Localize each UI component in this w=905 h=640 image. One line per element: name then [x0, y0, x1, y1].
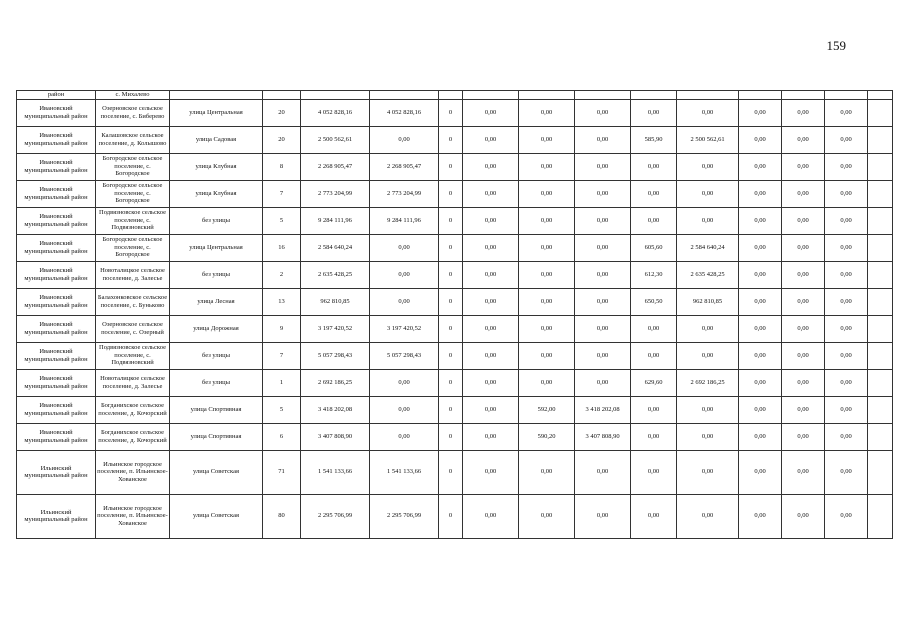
table-row	[17, 396, 893, 423]
cell-count-col-7: 0	[439, 261, 463, 288]
cell-area-col-9: 0,00	[519, 450, 575, 494]
cell-value-col-15: 0,00	[825, 423, 868, 450]
cell-count-col-7: 0	[439, 288, 463, 315]
cell-count-col-7: 0	[439, 450, 463, 494]
cell-value-col-15: 0,00	[825, 369, 868, 396]
cell-cost-col-10: 0,00	[575, 261, 631, 288]
table-row	[17, 423, 893, 450]
cell-house-number: 71	[263, 450, 301, 494]
table-row	[17, 234, 893, 261]
cell-street: без улицы	[170, 261, 263, 288]
cell-value-col-8: 0,00	[463, 261, 519, 288]
cell-district: Ивановский муниципальный район	[17, 288, 96, 315]
cell-settlement: Ильинское городское поселение, п. Ильинское-Хованское	[96, 450, 170, 494]
cell-house-number: 6	[263, 423, 301, 450]
cell-cost-col-6: 0,00	[370, 369, 439, 396]
cell-empty-col-16	[868, 342, 893, 369]
cell-district: Ильинский муниципальный район	[17, 494, 96, 538]
cell-street: без улицы	[170, 369, 263, 396]
cell-cost-col-12: 962 810,85	[677, 288, 739, 315]
cell-settlement: Балахонковское сельское поселение, с. Буньково	[96, 288, 170, 315]
cell-value-col-15: 0,00	[825, 180, 868, 207]
cell-value-col-14: 0,00	[782, 234, 825, 261]
cell-district: Ивановский муниципальный район	[17, 423, 96, 450]
cell-value-col-14: 0,00	[782, 288, 825, 315]
cell-cost-col-6: 0,00	[370, 423, 439, 450]
cell-value-col-15: 0,00	[825, 126, 868, 153]
cell-cost-col-12	[677, 91, 739, 100]
cell-value-col-15: 0,00	[825, 450, 868, 494]
cell-cost-col-12: 2 584 640,24	[677, 234, 739, 261]
cell-cost-col-6: 9 284 111,96	[370, 207, 439, 234]
cell-cost-col-6: 0,00	[370, 261, 439, 288]
cell-total-cost: 2 500 562,61	[301, 126, 370, 153]
cell-empty-col-16	[868, 396, 893, 423]
table-row	[17, 153, 893, 180]
cell-value-col-15: 0,00	[825, 234, 868, 261]
table-row	[17, 494, 893, 538]
cell-area-col-11: 585,90	[631, 126, 677, 153]
cell-settlement: Богородское сельское поселение, с. Богородское	[96, 180, 170, 207]
cell-value-col-13: 0,00	[739, 423, 782, 450]
cell-area-col-9	[519, 91, 575, 100]
cell-value-col-14: 0,00	[782, 99, 825, 126]
cell-total-cost: 4 052 828,16	[301, 99, 370, 126]
cell-value-col-14: 0,00	[782, 126, 825, 153]
cell-area-col-9: 0,00	[519, 369, 575, 396]
cell-cost-col-10: 3 407 808,90	[575, 423, 631, 450]
cell-area-col-11: 612,30	[631, 261, 677, 288]
cell-area-col-11: 0,00	[631, 450, 677, 494]
cell-empty-col-16	[868, 180, 893, 207]
cell-count-col-7: 0	[439, 369, 463, 396]
cell-count-col-7: 0	[439, 153, 463, 180]
cell-cost-col-10: 0,00	[575, 369, 631, 396]
cell-street: улица Спортивная	[170, 423, 263, 450]
cell-value-col-15: 0,00	[825, 494, 868, 538]
cell-cost-col-12: 0,00	[677, 342, 739, 369]
cell-value-col-13: 0,00	[739, 342, 782, 369]
cell-value-col-14	[782, 91, 825, 100]
cell-count-col-7: 0	[439, 396, 463, 423]
cell-area-col-9: 0,00	[519, 126, 575, 153]
cell-district: Ивановский муниципальный район	[17, 207, 96, 234]
cell-house-number: 2	[263, 261, 301, 288]
cell-value-col-15: 0,00	[825, 396, 868, 423]
cell-house-number: 5	[263, 207, 301, 234]
cell-cost-col-6: 0,00	[370, 126, 439, 153]
cell-cost-col-6: 0,00	[370, 288, 439, 315]
cell-area-col-11: 0,00	[631, 99, 677, 126]
table-row	[17, 207, 893, 234]
cell-cost-col-10: 0,00	[575, 288, 631, 315]
cell-cost-col-10: 0,00	[575, 126, 631, 153]
cell-cost-col-10: 0,00	[575, 342, 631, 369]
cell-cost-col-6: 0,00	[370, 396, 439, 423]
cell-value-col-8: 0,00	[463, 494, 519, 538]
cell-street: улица Клубная	[170, 180, 263, 207]
cell-value-col-13: 0,00	[739, 315, 782, 342]
cell-value-col-13: 0,00	[739, 261, 782, 288]
table-row	[17, 450, 893, 494]
cell-district: Ивановский муниципальный район	[17, 369, 96, 396]
cell-value-col-8: 0,00	[463, 153, 519, 180]
cell-total-cost: 3 407 808,90	[301, 423, 370, 450]
cell-area-col-9: 0,00	[519, 494, 575, 538]
cell-house-number: 5	[263, 396, 301, 423]
cell-value-col-13: 0,00	[739, 153, 782, 180]
cell-street: улица Клубная	[170, 153, 263, 180]
cell-cost-col-6: 4 052 828,16	[370, 99, 439, 126]
cell-cost-col-10: 0,00	[575, 315, 631, 342]
cell-area-col-9: 0,00	[519, 207, 575, 234]
cell-value-col-8: 0,00	[463, 234, 519, 261]
table-row	[17, 342, 893, 369]
cell-area-col-11	[631, 91, 677, 100]
cell-area-col-11: 0,00	[631, 342, 677, 369]
cell-total-cost: 3 197 420,52	[301, 315, 370, 342]
cell-area-col-9: 0,00	[519, 342, 575, 369]
cell-value-col-13: 0,00	[739, 180, 782, 207]
cell-value-col-14: 0,00	[782, 369, 825, 396]
cell-empty-col-16	[868, 423, 893, 450]
table-row	[17, 99, 893, 126]
cell-area-col-11: 0,00	[631, 396, 677, 423]
cell-total-cost: 2 635 428,25	[301, 261, 370, 288]
cell-value-col-14: 0,00	[782, 396, 825, 423]
cell-cost-col-12: 0,00	[677, 396, 739, 423]
cell-empty-col-16	[868, 450, 893, 494]
cell-area-col-11: 605,60	[631, 234, 677, 261]
cell-district: Ивановский муниципальный район	[17, 153, 96, 180]
table-row	[17, 91, 893, 100]
cell-value-col-13: 0,00	[739, 288, 782, 315]
cell-house-number: 7	[263, 180, 301, 207]
cell-settlement: Озерновское сельское поселение, с. Озерный	[96, 315, 170, 342]
cell-house-number: 8	[263, 153, 301, 180]
cell-cost-col-6: 2 773 204,99	[370, 180, 439, 207]
cell-value-col-15: 0,00	[825, 342, 868, 369]
cell-area-col-11: 0,00	[631, 423, 677, 450]
cell-street: улица Спортивная	[170, 396, 263, 423]
cell-house-number: 16	[263, 234, 301, 261]
cell-settlement: Подвязновское сельское поселение, с. Подвязновский	[96, 342, 170, 369]
cell-cost-col-12: 0,00	[677, 494, 739, 538]
cell-cost-col-6: 2 268 905,47	[370, 153, 439, 180]
cell-cost-col-12: 0,00	[677, 207, 739, 234]
cell-empty-col-16	[868, 288, 893, 315]
cell-cost-col-12: 0,00	[677, 450, 739, 494]
cell-total-cost: 5 057 298,43	[301, 342, 370, 369]
cell-cost-col-12: 0,00	[677, 180, 739, 207]
table-row	[17, 288, 893, 315]
data-table	[16, 90, 893, 539]
cell-street: без улицы	[170, 342, 263, 369]
cell-district: район	[17, 91, 96, 100]
cell-street: улица Дорожная	[170, 315, 263, 342]
cell-value-col-15: 0,00	[825, 99, 868, 126]
cell-count-col-7	[439, 91, 463, 100]
cell-value-col-13: 0,00	[739, 369, 782, 396]
cell-cost-col-12: 0,00	[677, 153, 739, 180]
cell-settlement: Озерновское сельское поселение, с. Биберево	[96, 99, 170, 126]
cell-cost-col-6: 2 295 706,99	[370, 494, 439, 538]
page-number: 159	[826, 38, 846, 53]
cell-area-col-11: 0,00	[631, 494, 677, 538]
cell-cost-col-12: 0,00	[677, 99, 739, 126]
cell-area-col-9: 0,00	[519, 315, 575, 342]
cell-value-col-14: 0,00	[782, 261, 825, 288]
cell-total-cost: 2 692 186,25	[301, 369, 370, 396]
cell-value-col-8: 0,00	[463, 315, 519, 342]
cell-cost-col-10: 0,00	[575, 450, 631, 494]
cell-district: Ивановский муниципальный район	[17, 126, 96, 153]
cell-settlement: Ильинское городское поселение, п. Ильинское-Хованское	[96, 494, 170, 538]
cell-value-col-14: 0,00	[782, 450, 825, 494]
cell-district: Ивановский муниципальный район	[17, 396, 96, 423]
cell-house-number: 20	[263, 99, 301, 126]
cell-empty-col-16	[868, 99, 893, 126]
cell-house-number: 80	[263, 494, 301, 538]
cell-cost-col-10: 0,00	[575, 99, 631, 126]
cell-house-number: 7	[263, 342, 301, 369]
cell-value-col-13: 0,00	[739, 234, 782, 261]
cell-value-col-14: 0,00	[782, 342, 825, 369]
cell-street: улица Лесная	[170, 288, 263, 315]
cell-area-col-9: 0,00	[519, 180, 575, 207]
cell-settlement: с. Михалево	[96, 91, 170, 100]
cell-settlement: Богородское сельское поселение, с. Богородское	[96, 234, 170, 261]
cell-cost-col-10: 0,00	[575, 234, 631, 261]
cell-value-col-8: 0,00	[463, 288, 519, 315]
cell-count-col-7: 0	[439, 99, 463, 126]
cell-value-col-13: 0,00	[739, 450, 782, 494]
cell-total-cost: 2 295 706,99	[301, 494, 370, 538]
cell-value-col-8: 0,00	[463, 396, 519, 423]
cell-area-col-9: 590,20	[519, 423, 575, 450]
cell-district: Ивановский муниципальный район	[17, 180, 96, 207]
cell-cost-col-10	[575, 91, 631, 100]
cell-total-cost: 3 418 202,08	[301, 396, 370, 423]
cell-value-col-15: 0,00	[825, 261, 868, 288]
cell-value-col-8: 0,00	[463, 99, 519, 126]
cell-street: без улицы	[170, 207, 263, 234]
cell-empty-col-16	[868, 91, 893, 100]
cell-settlement: Богородское сельское поселение, с. Богородское	[96, 153, 170, 180]
cell-cost-col-10: 0,00	[575, 180, 631, 207]
cell-settlement: Богданихское сельское поселение, д. Кочорский	[96, 396, 170, 423]
cell-cost-col-6: 1 541 133,66	[370, 450, 439, 494]
cell-value-col-8: 0,00	[463, 423, 519, 450]
cell-count-col-7: 0	[439, 315, 463, 342]
cell-cost-col-12: 2 692 186,25	[677, 369, 739, 396]
cell-cost-col-12: 0,00	[677, 315, 739, 342]
cell-total-cost: 2 773 204,99	[301, 180, 370, 207]
cell-value-col-14: 0,00	[782, 207, 825, 234]
cell-empty-col-16	[868, 261, 893, 288]
cell-total-cost: 962 810,85	[301, 288, 370, 315]
cell-house-number	[263, 91, 301, 100]
cell-area-col-9: 0,00	[519, 234, 575, 261]
cell-empty-col-16	[868, 315, 893, 342]
cell-cost-col-10: 0,00	[575, 207, 631, 234]
cell-street: улица Советская	[170, 450, 263, 494]
cell-value-col-15: 0,00	[825, 207, 868, 234]
table-row	[17, 261, 893, 288]
cell-area-col-11: 0,00	[631, 180, 677, 207]
cell-area-col-9: 0,00	[519, 261, 575, 288]
cell-cost-col-6: 0,00	[370, 234, 439, 261]
cell-street: улица Центральная	[170, 99, 263, 126]
cell-area-col-11: 0,00	[631, 315, 677, 342]
cell-cost-col-6	[370, 91, 439, 100]
cell-cost-col-6: 5 057 298,43	[370, 342, 439, 369]
cell-value-col-13: 0,00	[739, 396, 782, 423]
cell-cost-col-12: 0,00	[677, 423, 739, 450]
cell-value-col-8: 0,00	[463, 342, 519, 369]
cell-count-col-7: 0	[439, 494, 463, 538]
cell-house-number: 13	[263, 288, 301, 315]
cell-value-col-14: 0,00	[782, 494, 825, 538]
cell-value-col-15: 0,00	[825, 315, 868, 342]
cell-value-col-8: 0,00	[463, 207, 519, 234]
cell-value-col-15: 0,00	[825, 288, 868, 315]
cell-count-col-7: 0	[439, 126, 463, 153]
cell-settlement: Калашовское сельское поселение, д. Колышово	[96, 126, 170, 153]
cell-settlement: Богданихское сельское поселение, д. Кочорский	[96, 423, 170, 450]
cell-settlement: Новоталицкое сельское поселение, д. Залесье	[96, 261, 170, 288]
cell-empty-col-16	[868, 234, 893, 261]
cell-total-cost: 1 541 133,66	[301, 450, 370, 494]
cell-district: Ивановский муниципальный район	[17, 315, 96, 342]
cell-cost-col-10: 0,00	[575, 494, 631, 538]
cell-count-col-7: 0	[439, 342, 463, 369]
cell-area-col-9: 592,00	[519, 396, 575, 423]
cell-area-col-11: 629,60	[631, 369, 677, 396]
cell-value-col-15	[825, 91, 868, 100]
cell-value-col-14: 0,00	[782, 153, 825, 180]
cell-area-col-9: 0,00	[519, 288, 575, 315]
cell-empty-col-16	[868, 494, 893, 538]
cell-house-number: 9	[263, 315, 301, 342]
cell-total-cost: 2 268 905,47	[301, 153, 370, 180]
cell-cost-col-12: 2 500 562,61	[677, 126, 739, 153]
cell-street: улица Советская	[170, 494, 263, 538]
cell-district: Ивановский муниципальный район	[17, 234, 96, 261]
cell-area-col-11: 0,00	[631, 207, 677, 234]
cell-value-col-8: 0,00	[463, 180, 519, 207]
cell-house-number: 1	[263, 369, 301, 396]
cell-cost-col-12: 2 635 428,25	[677, 261, 739, 288]
cell-value-col-8: 0,00	[463, 369, 519, 396]
cell-count-col-7: 0	[439, 207, 463, 234]
cell-value-col-8	[463, 91, 519, 100]
cell-cost-col-10: 0,00	[575, 153, 631, 180]
table-row	[17, 126, 893, 153]
cell-value-col-14: 0,00	[782, 423, 825, 450]
cell-value-col-13: 0,00	[739, 99, 782, 126]
cell-total-cost	[301, 91, 370, 100]
table-row	[17, 180, 893, 207]
cell-street: улица Садовая	[170, 126, 263, 153]
cell-count-col-7: 0	[439, 423, 463, 450]
cell-street: улица Центральная	[170, 234, 263, 261]
cell-value-col-8: 0,00	[463, 126, 519, 153]
cell-street	[170, 91, 263, 100]
cell-district: Ивановский муниципальный район	[17, 261, 96, 288]
cell-empty-col-16	[868, 369, 893, 396]
cell-district: Ильинский муниципальный район	[17, 450, 96, 494]
cell-empty-col-16	[868, 153, 893, 180]
cell-value-col-8: 0,00	[463, 450, 519, 494]
cell-area-col-11: 0,00	[631, 153, 677, 180]
cell-value-col-13: 0,00	[739, 494, 782, 538]
cell-value-col-13: 0,00	[739, 207, 782, 234]
cell-value-col-13	[739, 91, 782, 100]
cell-area-col-9: 0,00	[519, 153, 575, 180]
cell-settlement: Подвязновское сельское поселение, с. Подвязновский	[96, 207, 170, 234]
cell-settlement: Новоталицкое сельское поселение, д. Залесье	[96, 369, 170, 396]
cell-value-col-14: 0,00	[782, 180, 825, 207]
cell-value-col-14: 0,00	[782, 315, 825, 342]
cell-total-cost: 9 284 111,96	[301, 207, 370, 234]
cell-value-col-15: 0,00	[825, 153, 868, 180]
cell-cost-col-6: 3 197 420,52	[370, 315, 439, 342]
cell-empty-col-16	[868, 126, 893, 153]
cell-empty-col-16	[868, 207, 893, 234]
cell-area-col-11: 650,50	[631, 288, 677, 315]
cell-district: Ивановский муниципальный район	[17, 342, 96, 369]
cell-value-col-13: 0,00	[739, 126, 782, 153]
cell-district: Ивановский муниципальный район	[17, 99, 96, 126]
table-row	[17, 315, 893, 342]
cell-total-cost: 2 584 640,24	[301, 234, 370, 261]
cell-area-col-9: 0,00	[519, 99, 575, 126]
cell-count-col-7: 0	[439, 180, 463, 207]
table-row	[17, 369, 893, 396]
cell-count-col-7: 0	[439, 234, 463, 261]
cell-cost-col-10: 3 418 202,08	[575, 396, 631, 423]
cell-house-number: 20	[263, 126, 301, 153]
